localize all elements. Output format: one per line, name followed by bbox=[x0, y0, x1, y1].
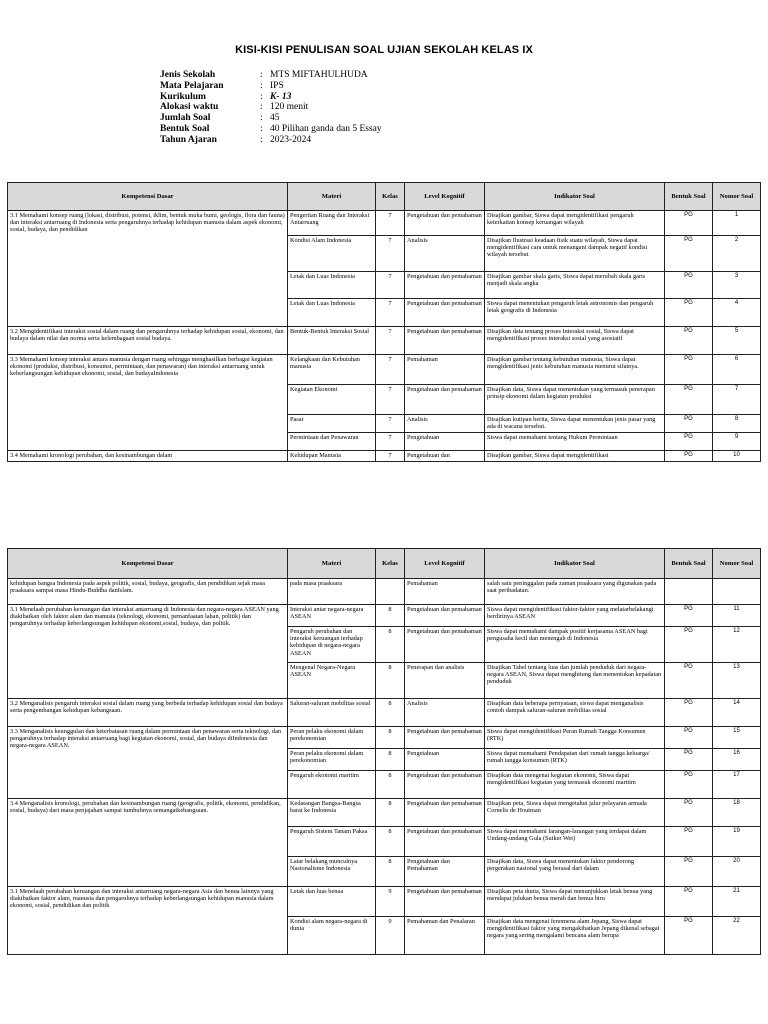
nomor-cell: 2 bbox=[713, 236, 761, 272]
materi-cell: Kelangkaan dan Kebutuhan manusia bbox=[288, 355, 376, 385]
bentuk-cell bbox=[665, 579, 713, 605]
materi-cell: Kondisi Alam Indonesia bbox=[288, 236, 376, 272]
bentuk-cell: PG bbox=[665, 699, 713, 727]
level-cell: Pemahaman bbox=[405, 355, 485, 385]
level-cell: Pengetahuan dan pemahaman bbox=[405, 799, 485, 827]
table-header-row bbox=[8, 549, 761, 579]
meta-value: IPS bbox=[270, 80, 284, 91]
meta-row-alokasi-waktu bbox=[160, 102, 382, 113]
header-materi: Materi bbox=[288, 549, 376, 579]
header-nomor-soal: Nomor Soal bbox=[713, 549, 761, 579]
header-kelas: Kelas bbox=[376, 183, 405, 211]
indikator-cell: Disajikan data mengenai kegiatan ekonomi, Siswa dapat mengidentifikasi kegiatan yang termasuk ekonomi maritim bbox=[485, 771, 665, 799]
indikator-cell: Disajikan data, Siswa dapat menentukan faktor pendorong pergerakan nasional yang berasal dari dalam bbox=[485, 857, 665, 887]
kd-cell: 3.4 Menganalisis kronologi, perubahan dan kesinambungan ruang (geografis, politik, ekonomi, pendidikan, sosial, budaya) dari masa penjajahan sampai tumbuhnya semangatkebangsaan. bbox=[8, 799, 288, 887]
nomor-cell: 21 bbox=[713, 887, 761, 917]
materi-cell: Peran pelaku ekonomi dalam perekonomian bbox=[288, 727, 376, 749]
level-cell: Analisis bbox=[405, 236, 485, 272]
table-row bbox=[8, 451, 761, 462]
kelas-cell: 8 bbox=[376, 727, 405, 749]
meta-label: Jenis Sekolah bbox=[160, 70, 216, 80]
bentuk-cell: PG bbox=[665, 887, 713, 917]
kelas-cell: 8 bbox=[376, 663, 405, 699]
kelas-cell: 8 bbox=[376, 799, 405, 827]
kd-cell: 3.1 Menelaah perubahan keruangan dan interaksi antarruang negara-negara Asia dan benua lainnya yang diakibatkan faktor alam, manusia dan pengaruhnya terhadap keberlangsungan kehidupan manusia dalam ekonomi, sosial, pendidikan dan politik bbox=[8, 887, 288, 955]
indikator-cell: Disajikan Ilustrasi keadaan fisik suatu wilayah, Siswa dapat mengidentifikasi cara untuk menangani dampak negatif kondisi wilayah tersebut bbox=[485, 236, 665, 272]
indikator-cell: Disajikan data tentang proses Interaksi sosial, Siswa dapat mengidentifikasi proses interaksi sosial yang asosiatif bbox=[485, 327, 665, 355]
nomor-cell: 5 bbox=[713, 327, 761, 355]
materi-cell: Kedatangan Bangsa-Bangsa barat ke Indonesia bbox=[288, 799, 376, 827]
bentuk-cell: PG bbox=[665, 771, 713, 799]
meta-label: Bentuk Soal bbox=[160, 123, 210, 134]
nomor-cell: 6 bbox=[713, 355, 761, 385]
indikator-cell: Siswa dapat menentukan pengaruh letak astronomis dan pengaruh letak geografis di Indonesia bbox=[485, 299, 665, 327]
level-cell: Pengetahuan dan pemahaman bbox=[405, 211, 485, 236]
indikator-cell: Siswa dapat mengidentifikasi faktor-faktor yang melatarbelakangi berdirinya ASEAN bbox=[485, 605, 665, 627]
materi-cell: Pengaruh perubahan dan interaksi keruangan terhadap kehidupan di negara-negara ASEAN bbox=[288, 627, 376, 663]
nomor-cell: 1 bbox=[713, 211, 761, 236]
level-cell: Pengetahuan dan Pemahaman bbox=[405, 857, 485, 887]
level-cell: Pengetahuan dan pemahaman bbox=[405, 272, 485, 299]
nomor-cell: 10 bbox=[713, 451, 761, 462]
bentuk-cell: PG bbox=[665, 451, 713, 462]
indikator-cell: Siswa dapat memahami tentang Hukum Permintaan bbox=[485, 433, 665, 451]
header-nomor-soal: Nomor Soal bbox=[713, 183, 761, 211]
nomor-cell: 12 bbox=[713, 627, 761, 663]
nomor-cell: 22 bbox=[713, 917, 761, 955]
meta-colon: : bbox=[260, 102, 263, 113]
bentuk-cell: PG bbox=[665, 749, 713, 771]
table-row bbox=[8, 727, 761, 749]
header-bentuk-soal: Bentuk Soal bbox=[665, 549, 713, 579]
nomor-cell: 13 bbox=[713, 663, 761, 699]
meta-row-kurikulum bbox=[160, 92, 382, 103]
table-row bbox=[8, 605, 761, 627]
materi-cell: Kegiatan Ekonomi bbox=[288, 385, 376, 415]
kd-cell: 3.2 Mengidentifikasi interaksi sosial dalam ruang dan pengaruhnya terhadap kehidupan sosial, ekonomi, dan budaya dalam nilai dan norma serta kelembagaan sosial budaya. bbox=[8, 327, 288, 355]
level-cell: Pengetahuan dan pemahaman bbox=[405, 627, 485, 663]
kd-cell: 3.1 Menelaah perubahan keruangan dan interaksi antarruang di Indonesia dan negara-negara ASEAN yang diakibatkan oleh faktor alam dan manusia (teknologi, ekonomi, pemanfaatan lahan, politik) dan pengaruhnya terhadap keberlangsungan kehidupan ekonomi,sosial, budaya, dan politik. bbox=[8, 605, 288, 699]
bentuk-cell: PG bbox=[665, 211, 713, 236]
bentuk-cell: PG bbox=[665, 385, 713, 415]
header-kompetensi-dasar: Kompetensi Dasar bbox=[8, 183, 288, 211]
indikator-cell: Disajikan peta dunia, Siswa dapat menunjukkan letak benua yang mendapat julukan benua merah dan benua biru bbox=[485, 887, 665, 917]
kd-cell: 3.3 Menganalisis keunggulan dan keterbatasan ruang dalam permintaan dan penawaran serta teknologi, dan pengaruhnya terhadap interaksi antarruang bagi kegiatan ekonomi, sosial, dan budaya diIndonesia dan negara-negara ASEAN. bbox=[8, 727, 288, 799]
materi-cell: Latar belakang munculnya Nasionalisme Indonesia bbox=[288, 857, 376, 887]
kelas-cell: 7 bbox=[376, 385, 405, 415]
level-cell: Pengetahuan dan pemahaman bbox=[405, 887, 485, 917]
materi-cell: Bentuk-Bentuk Interaksi Sosial bbox=[288, 327, 376, 355]
table-row bbox=[8, 699, 761, 727]
kelas-cell: 9 bbox=[376, 917, 405, 955]
meta-value: K- 13 bbox=[270, 91, 292, 102]
nomor-cell: 11 bbox=[713, 605, 761, 627]
kelas-cell: 7 bbox=[376, 327, 405, 355]
bentuk-cell: PG bbox=[665, 236, 713, 272]
meta-row-bentuk-soal bbox=[160, 124, 382, 135]
level-cell: Pengetahuan dan pemahaman bbox=[405, 771, 485, 799]
nomor-cell: 17 bbox=[713, 771, 761, 799]
nomor-cell: 14 bbox=[713, 699, 761, 727]
kelas-cell: 7 bbox=[376, 299, 405, 327]
indikator-cell: Siswa dapat memahami larangan-larangan yang terdapat dalam Undang-undang Gula (Suiker Wet) bbox=[485, 827, 665, 857]
bentuk-cell: PG bbox=[665, 627, 713, 663]
meta-label: Jumlah Soal bbox=[160, 113, 211, 124]
indikator-cell: Disajikan gambar tentang kebutuhan manusia, Siswa dapat mengidentifikasi jenis kebutuhan manusia menurut sifatnya. bbox=[485, 355, 665, 385]
materi-cell: Letak dan Luas Indonesia bbox=[288, 299, 376, 327]
kelas-cell: 9 bbox=[376, 887, 405, 917]
materi-cell: Peran pelaku ekonomi dalam perekonomian bbox=[288, 749, 376, 771]
nomor-cell: 19 bbox=[713, 827, 761, 857]
bentuk-cell: PG bbox=[665, 827, 713, 857]
header-indikator-soal: Indikator Soal bbox=[485, 183, 665, 211]
nomor-cell: 7 bbox=[713, 385, 761, 415]
meta-value: MTS MIFTAHULHUDA bbox=[270, 70, 368, 80]
indikator-cell: Disajikan Tabel tentang luas dan jumlah penduduk dari negara-negara ASEAN, Siswa dapat menghitung dan menentukan kepadatan penduduk bbox=[485, 663, 665, 699]
level-cell: Pengetahuan dan pemahaman bbox=[405, 327, 485, 355]
header-indikator-soal: Indikator Soal bbox=[485, 549, 665, 579]
materi-cell: Pasar bbox=[288, 415, 376, 433]
bentuk-cell: PG bbox=[665, 327, 713, 355]
level-cell: Pengetahuan dan pemahaman bbox=[405, 827, 485, 857]
materi-cell: Interaksi antar negara-negara ASEAN bbox=[288, 605, 376, 627]
kd-cell: 3.2 Menganalisis pengaruh interaksi sosial dalam ruang yang berbeda terhadap kehidupan sosial dan budaya serta pengembangan kehidupan kebangsaan. bbox=[8, 699, 288, 727]
indikator-cell: Disajikan kutipan berita, Siswa dapat menentukan jenis pasar yang ada di wacana tersebut. bbox=[485, 415, 665, 433]
kelas-cell: 8 bbox=[376, 627, 405, 663]
level-cell: Pengetahuan dan bbox=[405, 451, 485, 462]
table-row bbox=[8, 327, 761, 355]
meta-row-tahun-ajaran bbox=[160, 135, 382, 146]
meta-label: Tahun Ajaran bbox=[160, 134, 217, 145]
meta-colon: : bbox=[260, 113, 263, 124]
materi-cell: Pengaruh Sistem Tanam Paksa bbox=[288, 827, 376, 857]
kelas-cell: 8 bbox=[376, 857, 405, 887]
nomor-cell: 8 bbox=[713, 415, 761, 433]
bentuk-cell: PG bbox=[665, 917, 713, 955]
document-meta bbox=[160, 70, 382, 146]
level-cell: Penerapan dan analisis bbox=[405, 663, 485, 699]
level-cell: Pengetahuan bbox=[405, 749, 485, 771]
kelas-cell: 7 bbox=[376, 415, 405, 433]
level-cell: Analisis bbox=[405, 415, 485, 433]
table-header-row bbox=[8, 183, 761, 211]
meta-colon: : bbox=[260, 70, 263, 80]
meta-row-jumlah-soal bbox=[160, 113, 382, 124]
bentuk-cell: PG bbox=[665, 299, 713, 327]
meta-value: 45 bbox=[270, 113, 280, 124]
bentuk-cell: PG bbox=[665, 663, 713, 699]
header-bentuk-soal: Bentuk Soal bbox=[665, 183, 713, 211]
indikator-cell: Disajikan gambar skala garis, Siswa dapat merubah skala garis menjadi skala angka bbox=[485, 272, 665, 299]
materi-cell: Kondisi alam negara-negara di dunia bbox=[288, 917, 376, 955]
header-materi: Materi bbox=[288, 183, 376, 211]
table-row bbox=[8, 355, 761, 385]
level-cell: Pemahaman dan Penalaran bbox=[405, 917, 485, 955]
document-title: KISI-KISI PENULISAN SOAL UJIAN SEKOLAH KELAS IX bbox=[235, 44, 533, 56]
indikator-cell: Disajikan data mengenai fenomena alam Jepang, Siswa dapat mengidentifikasi faktor yang mengakibatkan Jepang dikenal sebagai negara yang sering mengalami bencana alam berupa bbox=[485, 917, 665, 955]
materi-cell: Letak dan Luas Indonesia bbox=[288, 272, 376, 299]
level-cell: Pengetahuan dan pemahaman bbox=[405, 727, 485, 749]
bentuk-cell: PG bbox=[665, 857, 713, 887]
materi-cell: Pengertian Ruang dan Interaksi Antarruang bbox=[288, 211, 376, 236]
table-row bbox=[8, 579, 761, 605]
indikator-cell: Siswa dapat mengidentifikasi Peran Rumah Tangga Konsumen (RTK) bbox=[485, 727, 665, 749]
kd-cell: 3.1 Memahami konsep ruang (lokasi, distribusi, potensi, iklim, bentuk muka bumi, geologis, flora dan fauna) dan interaksi antarruang di Indonesia serta pengaruhnya terhadap kehidupan manusia dalam aspek ekonomi, sosial, budaya, dan pendidikan bbox=[8, 211, 288, 327]
bentuk-cell: PG bbox=[665, 415, 713, 433]
header-kelas: Kelas bbox=[376, 549, 405, 579]
kelas-cell bbox=[376, 579, 405, 605]
meta-row-jenis-sekolah bbox=[160, 70, 382, 81]
indikator-cell: Disajikan data, Siswa dapat menentukan yang termasuk penerapan prinsip ekonomi dalam kegiatan produksi bbox=[485, 385, 665, 415]
meta-value: 40 Pilihan ganda dan 5 Essay bbox=[270, 123, 382, 134]
kelas-cell: 8 bbox=[376, 749, 405, 771]
nomor-cell: 16 bbox=[713, 749, 761, 771]
level-cell: Analisis bbox=[405, 699, 485, 727]
meta-colon: : bbox=[260, 134, 263, 145]
indikator-cell: Disajikan gambar, Siswa dapat mengidentifikasi pengaruh keterkaitan konsep keruangan wilayah bbox=[485, 211, 665, 236]
kelas-cell: 8 bbox=[376, 771, 405, 799]
nomor-cell: 3 bbox=[713, 272, 761, 299]
kelas-cell: 7 bbox=[376, 272, 405, 299]
table-row bbox=[8, 799, 761, 827]
nomor-cell: 20 bbox=[713, 857, 761, 887]
level-cell: Pemahaman bbox=[405, 579, 485, 605]
nomor-cell: 9 bbox=[713, 433, 761, 451]
indikator-cell: Disajikan data beberapa pernyataan, siswa dapat menganalisis contoh dampak saluran-saluran mobilitas sosial bbox=[485, 699, 665, 727]
materi-cell: Kehidupan Manusia bbox=[288, 451, 376, 462]
kelas-cell: 8 bbox=[376, 827, 405, 857]
materi-cell: Mengenal Negara-Negara ASEAN bbox=[288, 663, 376, 699]
meta-value: 120 menit bbox=[270, 102, 309, 113]
nomor-cell: 15 bbox=[713, 727, 761, 749]
kisi-kisi-table-page-1 bbox=[7, 182, 761, 462]
kelas-cell: 8 bbox=[376, 699, 405, 727]
meta-value: 2023-2024 bbox=[270, 134, 312, 145]
bentuk-cell: PG bbox=[665, 605, 713, 627]
kelas-cell: 7 bbox=[376, 211, 405, 236]
kelas-cell: 7 bbox=[376, 451, 405, 462]
meta-label: Kurikulum bbox=[160, 91, 206, 102]
header-level-kognitif: Level Kognitif bbox=[405, 549, 485, 579]
kelas-cell: 7 bbox=[376, 433, 405, 451]
materi-cell: Pengaruh ekonomi maritim bbox=[288, 771, 376, 799]
bentuk-cell: PG bbox=[665, 727, 713, 749]
bentuk-cell: PG bbox=[665, 433, 713, 451]
indikator-cell: Disajikan gambar, Siswa dapat mengidentifikasi bbox=[485, 451, 665, 462]
indikator-cell: salah satu peninggalan pada zaman praaksara yang digunakan pada saat peribadatan. bbox=[485, 579, 665, 605]
meta-label: Alokasi waktu bbox=[160, 102, 219, 113]
meta-row-mata-pelajaran bbox=[160, 81, 382, 92]
materi-cell: Letak dan luas benua bbox=[288, 887, 376, 917]
nomor-cell bbox=[713, 579, 761, 605]
bentuk-cell: PG bbox=[665, 272, 713, 299]
kelas-cell: 8 bbox=[376, 605, 405, 627]
level-cell: Pengetahuan bbox=[405, 433, 485, 451]
materi-cell: Permintaan dan Penawaran bbox=[288, 433, 376, 451]
kelas-cell: 7 bbox=[376, 355, 405, 385]
materi-cell: Saluran-saluran mobilitas sosial bbox=[288, 699, 376, 727]
kd-cell: 3.4 Memahami kronologi perubahan, dan kesinambungan dalam bbox=[8, 451, 288, 462]
table-row bbox=[8, 887, 761, 917]
kisi-kisi-table-page-2 bbox=[7, 548, 761, 955]
level-cell: Pengetahuan dan pemahaman bbox=[405, 299, 485, 327]
indikator-cell: Disajikan peta, Siswa dapat mengetahui jalur pelayaran armada Cornelis de Houtman bbox=[485, 799, 665, 827]
meta-label: Mata Pelajaran bbox=[160, 80, 224, 91]
meta-colon: : bbox=[260, 123, 263, 134]
table-row bbox=[8, 211, 761, 236]
indikator-cell: Siswa dapat memahami Pendapatan dari rumah tangga keluarga/ rumah tangga konsumen (RTK) bbox=[485, 749, 665, 771]
kd-cell: 3.3 Memahami konsep interaksi antara manusia dengan ruang sehingga menghasilkan berbagai kegiatan ekonomi (produksi, distribusi, konsumsi, permintaan, dan penawaran) dan interaksi antarruang untuk keberlangsungan kehidupan ekonomi, sosial, dan budayaIndonesia bbox=[8, 355, 288, 451]
indikator-cell: Siswa dapat memahami dampak positif kerjasama ASEAN bagi pengusaha kecil dan menengah di Indonesia bbox=[485, 627, 665, 663]
kd-cell: kehidupan bangsa Indonesia pada aspek politik, sosial, budaya, geografis, dan pendidikan sejak masa praaksara sampai masa Hindu-Buddha danIslam. bbox=[8, 579, 288, 605]
meta-colon: : bbox=[260, 91, 263, 102]
nomor-cell: 4 bbox=[713, 299, 761, 327]
level-cell: Pengetahuan dan pemahaman bbox=[405, 605, 485, 627]
header-level-kognitif: Level Kognitif bbox=[405, 183, 485, 211]
materi-cell: pada masa praaksara bbox=[288, 579, 376, 605]
bentuk-cell: PG bbox=[665, 355, 713, 385]
bentuk-cell: PG bbox=[665, 799, 713, 827]
kelas-cell: 7 bbox=[376, 236, 405, 272]
header-kompetensi-dasar: Kompetensi Dasar bbox=[8, 549, 288, 579]
nomor-cell: 18 bbox=[713, 799, 761, 827]
level-cell: Pengetahuan dan pemahaman bbox=[405, 385, 485, 415]
meta-colon: : bbox=[260, 80, 263, 91]
